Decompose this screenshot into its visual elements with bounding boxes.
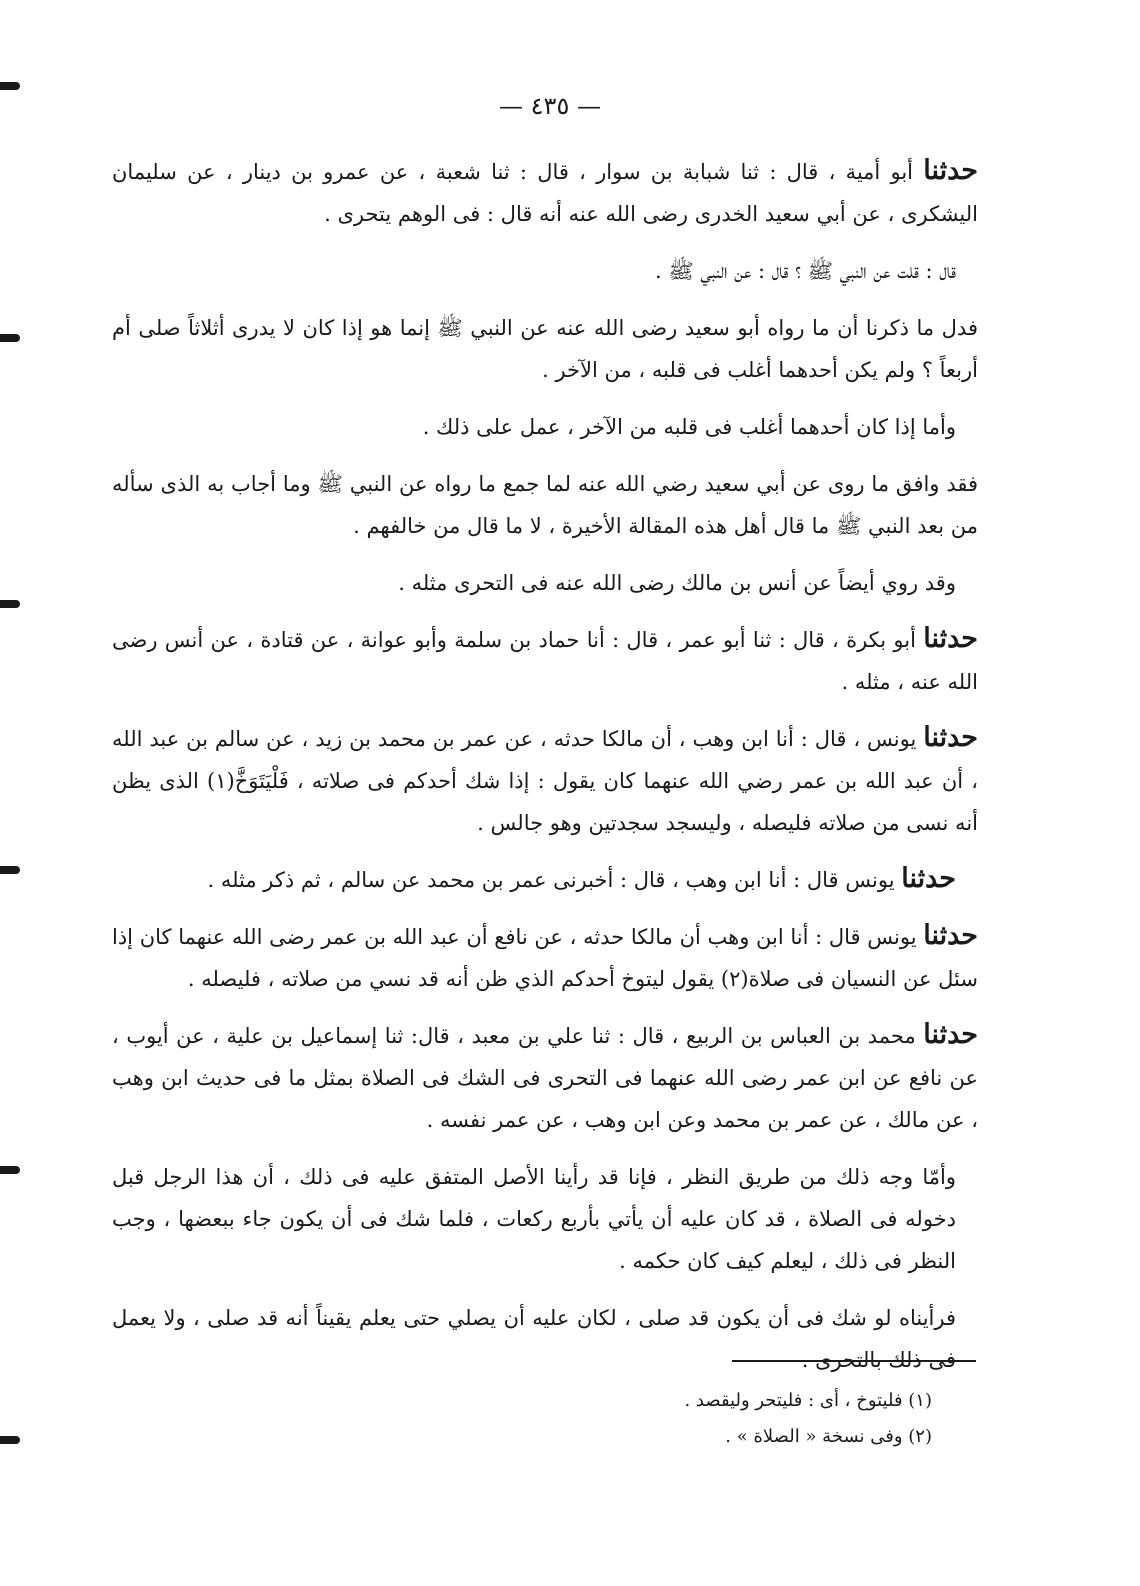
- paragraph-text: قال : قلت عن النبي ﷺ ؟ قال : عن النبي ﷺ .: [655, 259, 956, 283]
- hadith-lead-word: حدثنا: [923, 920, 978, 951]
- paragraph-text: أبو بكرة ، قال : ثنا أبو عمر ، قال : أنا حماد بن سلمة وأبو عوانة ، عن قتادة ، عن أنس رضى الله عنه ، مثله .: [112, 628, 978, 694]
- paragraph: [112, 249, 978, 292]
- paragraph-text: وقد روي أيضاً عن أنس بن مالك رضى الله عنه فى التحرى مثله .: [398, 571, 956, 595]
- hadith-lead-word: حدثنا: [923, 623, 978, 654]
- paragraph: [112, 915, 978, 1000]
- main-text: [112, 150, 978, 1395]
- hadith-lead-word: حدثنا: [923, 155, 978, 186]
- paragraph: [112, 405, 978, 448]
- scan-edge-mark: [0, 600, 20, 608]
- scan-edge-mark: [0, 1436, 20, 1444]
- paragraph: [112, 1296, 978, 1381]
- hadith-lead-word: حدثنا: [923, 722, 978, 753]
- footnotes: [560, 1383, 932, 1455]
- paragraph: [112, 1155, 978, 1282]
- paragraph: [112, 150, 978, 235]
- paragraph: [112, 306, 978, 391]
- scan-edge-mark: [0, 334, 20, 342]
- paragraph-text: يونس قال : أنا ابن وهب ، قال : أخبرنى عمر بن محمد عن سالم ، ثم ذكر مثله .: [207, 868, 902, 892]
- footnote: (١) فليتوخ ، أى : فليتحر وليقصد .: [684, 1390, 932, 1411]
- paragraph-text: فقد وافق ما روى عن أبي سعيد رضي الله عنه لما جمع ما رواه عن النبي ﷺ وما أجاب به الذى سأله من بعد النبي ﷺ ما قال أهل هذه المقالة الأخيرة ، لا ما قال من خالفهم .: [112, 472, 978, 538]
- paragraph-text: وأما إذا كان أحدهما أغلب فى قلبه من الآخر ، عمل على ذلك .: [422, 415, 956, 439]
- scan-edge-mark: [0, 866, 20, 874]
- paragraph-text: يونس قال : أنا ابن وهب أن مالكا حدثه ، عن نافع أن عبد الله بن عمر رضى الله عنهما كان إذا سئل عن النسيان فى صلاة(٢) يقول ليتوخ أحدكم الذي ظن أنه قد نسي من صلاته ، فليصله .: [112, 925, 978, 991]
- paragraph-text: يونس ، قال : أنا ابن وهب ، أن مالكا حدثه ، عن عمر بن محمد بن زيد ، عن سالم بن عبد الله ، أن عبد الله بن عمر رضي الله عنهما كان يقول : إذا شك أحدكم فى صلاته ، فَلْيَتَوَخَّ(١) الذى يظن أنه نسى من صلاته فليصله ، وليسجد سجدتين وهو جالس .: [112, 727, 978, 835]
- paragraph-text: فرأيناه لو شك فى أن يكون قد صلى ، لكان عليه أن يصلي حتى يعلم يقيناً أنه قد صلى ، ولا يعمل فى ذلك بالتحرى .: [112, 1306, 957, 1372]
- hadith-lead-word: حدثنا: [923, 1019, 978, 1050]
- paragraph: [112, 1014, 978, 1141]
- footnote: (٢) وفى نسخة « الصلاة » .: [725, 1426, 932, 1447]
- paragraph: [112, 561, 978, 604]
- paragraph-text: فدل ما ذكرنا أن ما رواه أبو سعيد رضى الله عنه عن النبي ﷺ إنما هو إذا كان لا يدرى أثلاثاً صلى أم أربعاً ؟ ولم يكن أحدهما أغلب فى قلبه ، من الآخر .: [112, 316, 978, 382]
- hadith-lead-word: حدثنا: [901, 863, 956, 894]
- page-number: — ٤٣٥ —: [499, 92, 601, 120]
- footnote-divider: [732, 1360, 976, 1362]
- paragraph: [112, 717, 978, 844]
- scan-edge-mark: [0, 1166, 20, 1174]
- paragraph-text: وأمّا وجه ذلك من طريق النظر ، فإنا قد رأينا الأصل المتفق عليه فى ذلك ، أن هذا الرجل قبل دخوله فى الصلاة ، قد كان عليه أن يأتي بأربع ركعات ، فلما شك فى أن يكون جاء ببعضها ، وجب النظر فى ذلك ، ليعلم كيف كان حكمه .: [112, 1165, 956, 1273]
- scan-edge-mark: [0, 82, 20, 90]
- paragraph: [112, 858, 978, 901]
- paragraph: [112, 462, 978, 547]
- paragraph-text: محمد بن العباس بن الربيع ، قال : ثنا علي بن معبد ، قال: ثنا إسماعيل بن علية ، عن أيوب ، عن نافع عن ابن عمر رضى الله عنهما فى التحرى فى الشك فى الصلاة بمثل ما فى حديث ابن وهب ، عن مالك ، عن عمر بن محمد وعن ابن وهب ، عن عمر نفسه .: [112, 1024, 978, 1132]
- paragraph: [112, 618, 978, 703]
- paragraph-text: أبو أمية ، قال : ثنا شبابة بن سوار ، قال : ثنا شعبة ، عن عمرو بن دينار ، عن سليمان اليشكرى ، عن أبي سعيد الخدرى رضى الله عنه أنه قال : فى الوهم يتحرى .: [112, 160, 978, 226]
